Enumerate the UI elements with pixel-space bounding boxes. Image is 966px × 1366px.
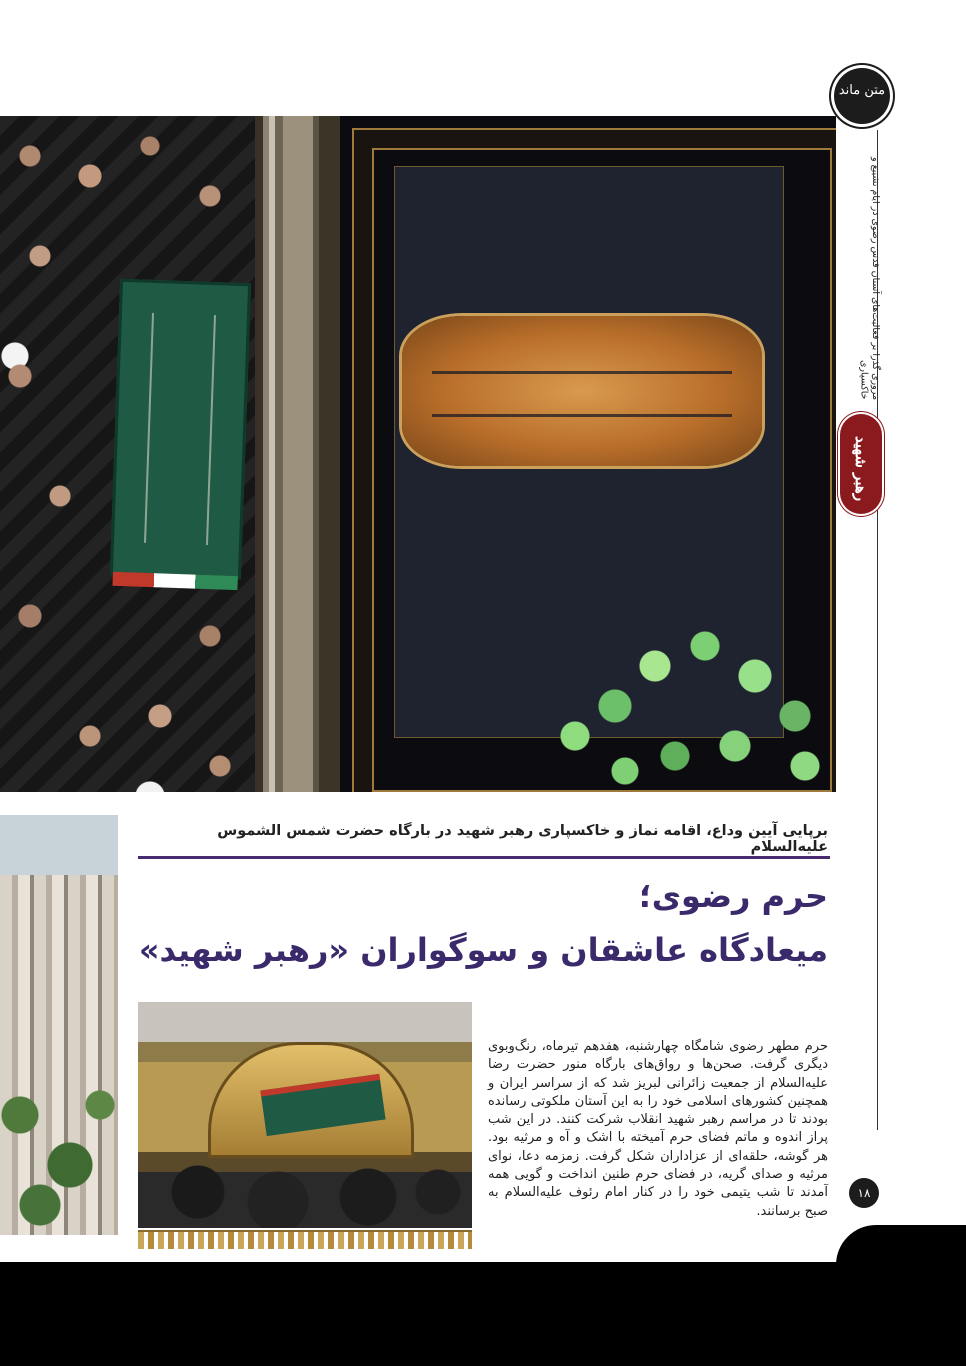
logo-text: متن ماند	[838, 83, 886, 98]
decorative-border	[138, 1230, 472, 1249]
coffin-image	[110, 279, 251, 579]
section-tab-label: رهبر شهید	[852, 436, 870, 502]
bottom-notch	[836, 1225, 966, 1265]
coffin-calligraphy	[144, 313, 216, 545]
article-title-line1: حرم رضوی؛	[638, 877, 828, 915]
article-kicker: برپایی آیین وداع، اقامه نماز و خاکسپاری رهبر شهید در بارگاه حضرت شمس الشموس علیه‌السلام	[217, 823, 828, 855]
banner-medallion	[402, 316, 762, 466]
series-title: مروری گذرا بر فعالیت‌های آستان قدس رضوی در ایام تشییع و خاکسپاری	[858, 156, 881, 400]
inset-photo-image	[138, 1002, 472, 1228]
headline-rule	[138, 856, 830, 859]
decorative-leaves	[535, 606, 835, 792]
city-trees	[0, 1075, 118, 1235]
top-photo-funeral	[0, 116, 836, 792]
article-title-line2: میعادگاه عاشقان و سوگواران «رهبر شهید»	[138, 931, 828, 969]
inset-photo	[138, 1002, 472, 1249]
magazine-logo	[834, 68, 890, 124]
shrine-banner	[340, 116, 836, 792]
bottom-band	[0, 1262, 966, 1366]
page-number: ۱۸	[849, 1178, 879, 1208]
city-photo	[0, 815, 118, 1235]
flag-stripe	[112, 572, 237, 590]
section-tab	[840, 414, 882, 514]
crowd-image	[0, 116, 255, 792]
article-body: حرم مطهر رضوی شامگاه چهارشنبه، هفدهم تیرماه، رنگ‌وبوی دیگری گرفت. صحن‌ها و رواق‌های بارگاه منور حضرت رضا علیه‌السلام از جمعیت زائرانی لبریز شد که از سراسر ایران و همچنین کشورهای اسلامی خود را به این آستان ملکوتی رسانده بودند تا در مراسم رهبر شهید انقلاب شرکت کنند. در این شب پراز اندوه و ماتم فضای حرم آمیخته با اشک و آه و مرثیه بود. هر گوشه، حلقه‌ای از عزاداران شکل گرفت. زمزمه دعا، نوای مرثیه و صدای گریه، در فضای حرم طنین انداخت و گویی همه آمدند تا شب یتیمی خود را در کنار امام رئوف علیه‌السلام به صبح برسانند.	[488, 1039, 828, 1219]
shrine-pillar	[255, 116, 340, 792]
medallion-calligraphy	[432, 371, 732, 417]
